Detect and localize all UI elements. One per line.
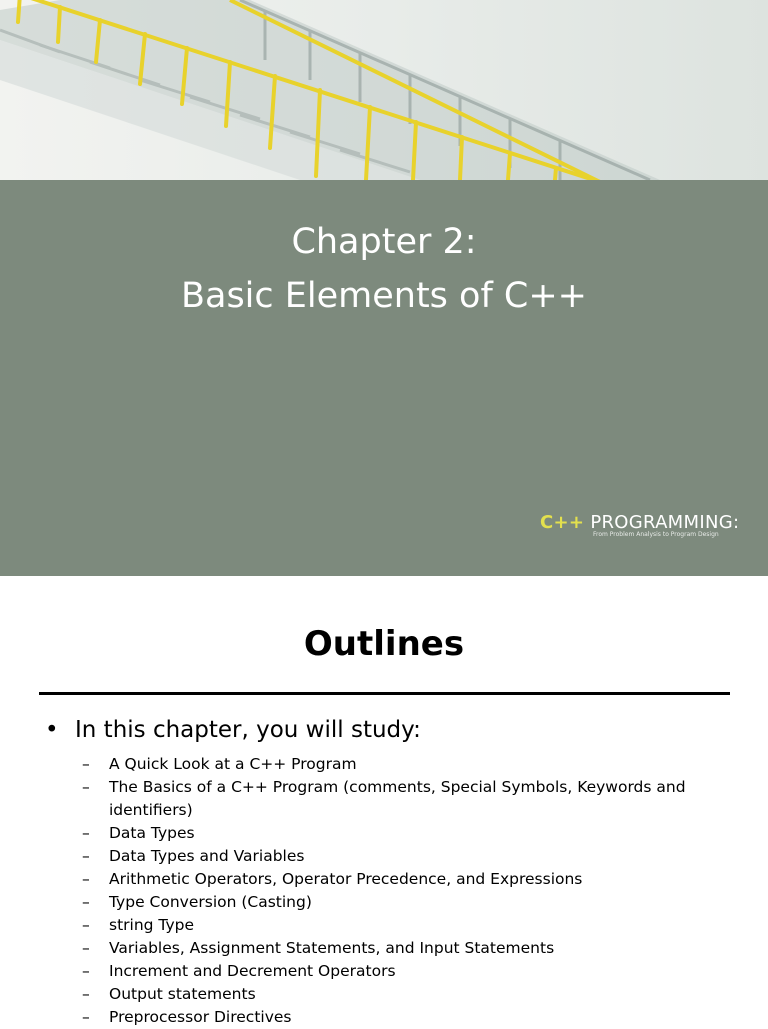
dash-icon: – <box>82 939 90 957</box>
topic-text: Output statements <box>109 985 256 1003</box>
logo-programming-text: PROGRAMMING: <box>590 512 740 533</box>
topic-text: Data Types and Variables <box>109 847 305 865</box>
topic-list-item <box>82 891 768 914</box>
dash-icon: – <box>82 1008 90 1026</box>
main-bullet <box>45 717 421 743</box>
dash-icon: – <box>82 870 90 888</box>
topic-text: Increment and Decrement Operators <box>109 962 396 980</box>
topic-text: Variables, Assignment Statements, and Input Statements <box>109 939 555 957</box>
topic-text: Arithmetic Operators, Operator Precedence, and Expressions <box>109 870 583 888</box>
dash-icon: – <box>82 893 90 911</box>
dash-icon: – <box>82 962 90 980</box>
dash-icon: – <box>82 916 90 934</box>
topic-list-item <box>82 776 768 822</box>
topic-text: string Type <box>109 916 195 934</box>
topic-text: Preprocessor Directives <box>109 1008 292 1026</box>
main-bullet-text: In this chapter, you will study: <box>75 717 421 743</box>
cpp-programming-logo <box>540 512 750 544</box>
topic-list-item <box>82 983 768 1006</box>
outlines-title: Outlines <box>303 624 465 664</box>
chapter-title-line2: Basic Elements of C++ <box>180 276 587 316</box>
logo-cpp-text: C++ <box>540 512 585 533</box>
topic-text: A Quick Look at a C++ Program <box>109 755 357 773</box>
topic-list-item <box>82 1006 768 1029</box>
topic-list-item <box>82 914 768 937</box>
topic-list-item <box>82 822 768 845</box>
topic-list-item <box>82 937 768 960</box>
topic-text: Type Conversion (Casting) <box>109 893 312 911</box>
topic-list-item <box>82 845 768 868</box>
dash-icon: – <box>82 847 90 865</box>
dash-icon: – <box>82 985 90 1003</box>
dash-icon: – <box>82 824 90 842</box>
topic-list-item <box>82 960 768 983</box>
topic-text: The Basics of a C++ Program (comments, Special Symbols, Keywords and identifiers) <box>109 778 686 819</box>
staircase-railing-image <box>0 0 768 180</box>
title-divider <box>39 692 730 695</box>
bullet-icon: • <box>45 717 59 743</box>
dash-icon: – <box>82 755 90 773</box>
logo-tagline: From Problem Analysis to Program Design <box>593 531 719 538</box>
dash-icon: – <box>82 778 90 796</box>
chapter-title-line1: Chapter 2: <box>291 222 477 262</box>
outlines-slide <box>0 576 768 1024</box>
topic-text: Data Types <box>109 824 195 842</box>
staircase-photo <box>0 0 768 180</box>
topic-list <box>82 753 768 1029</box>
topic-list-item <box>82 868 768 891</box>
topic-list-item <box>82 753 768 776</box>
